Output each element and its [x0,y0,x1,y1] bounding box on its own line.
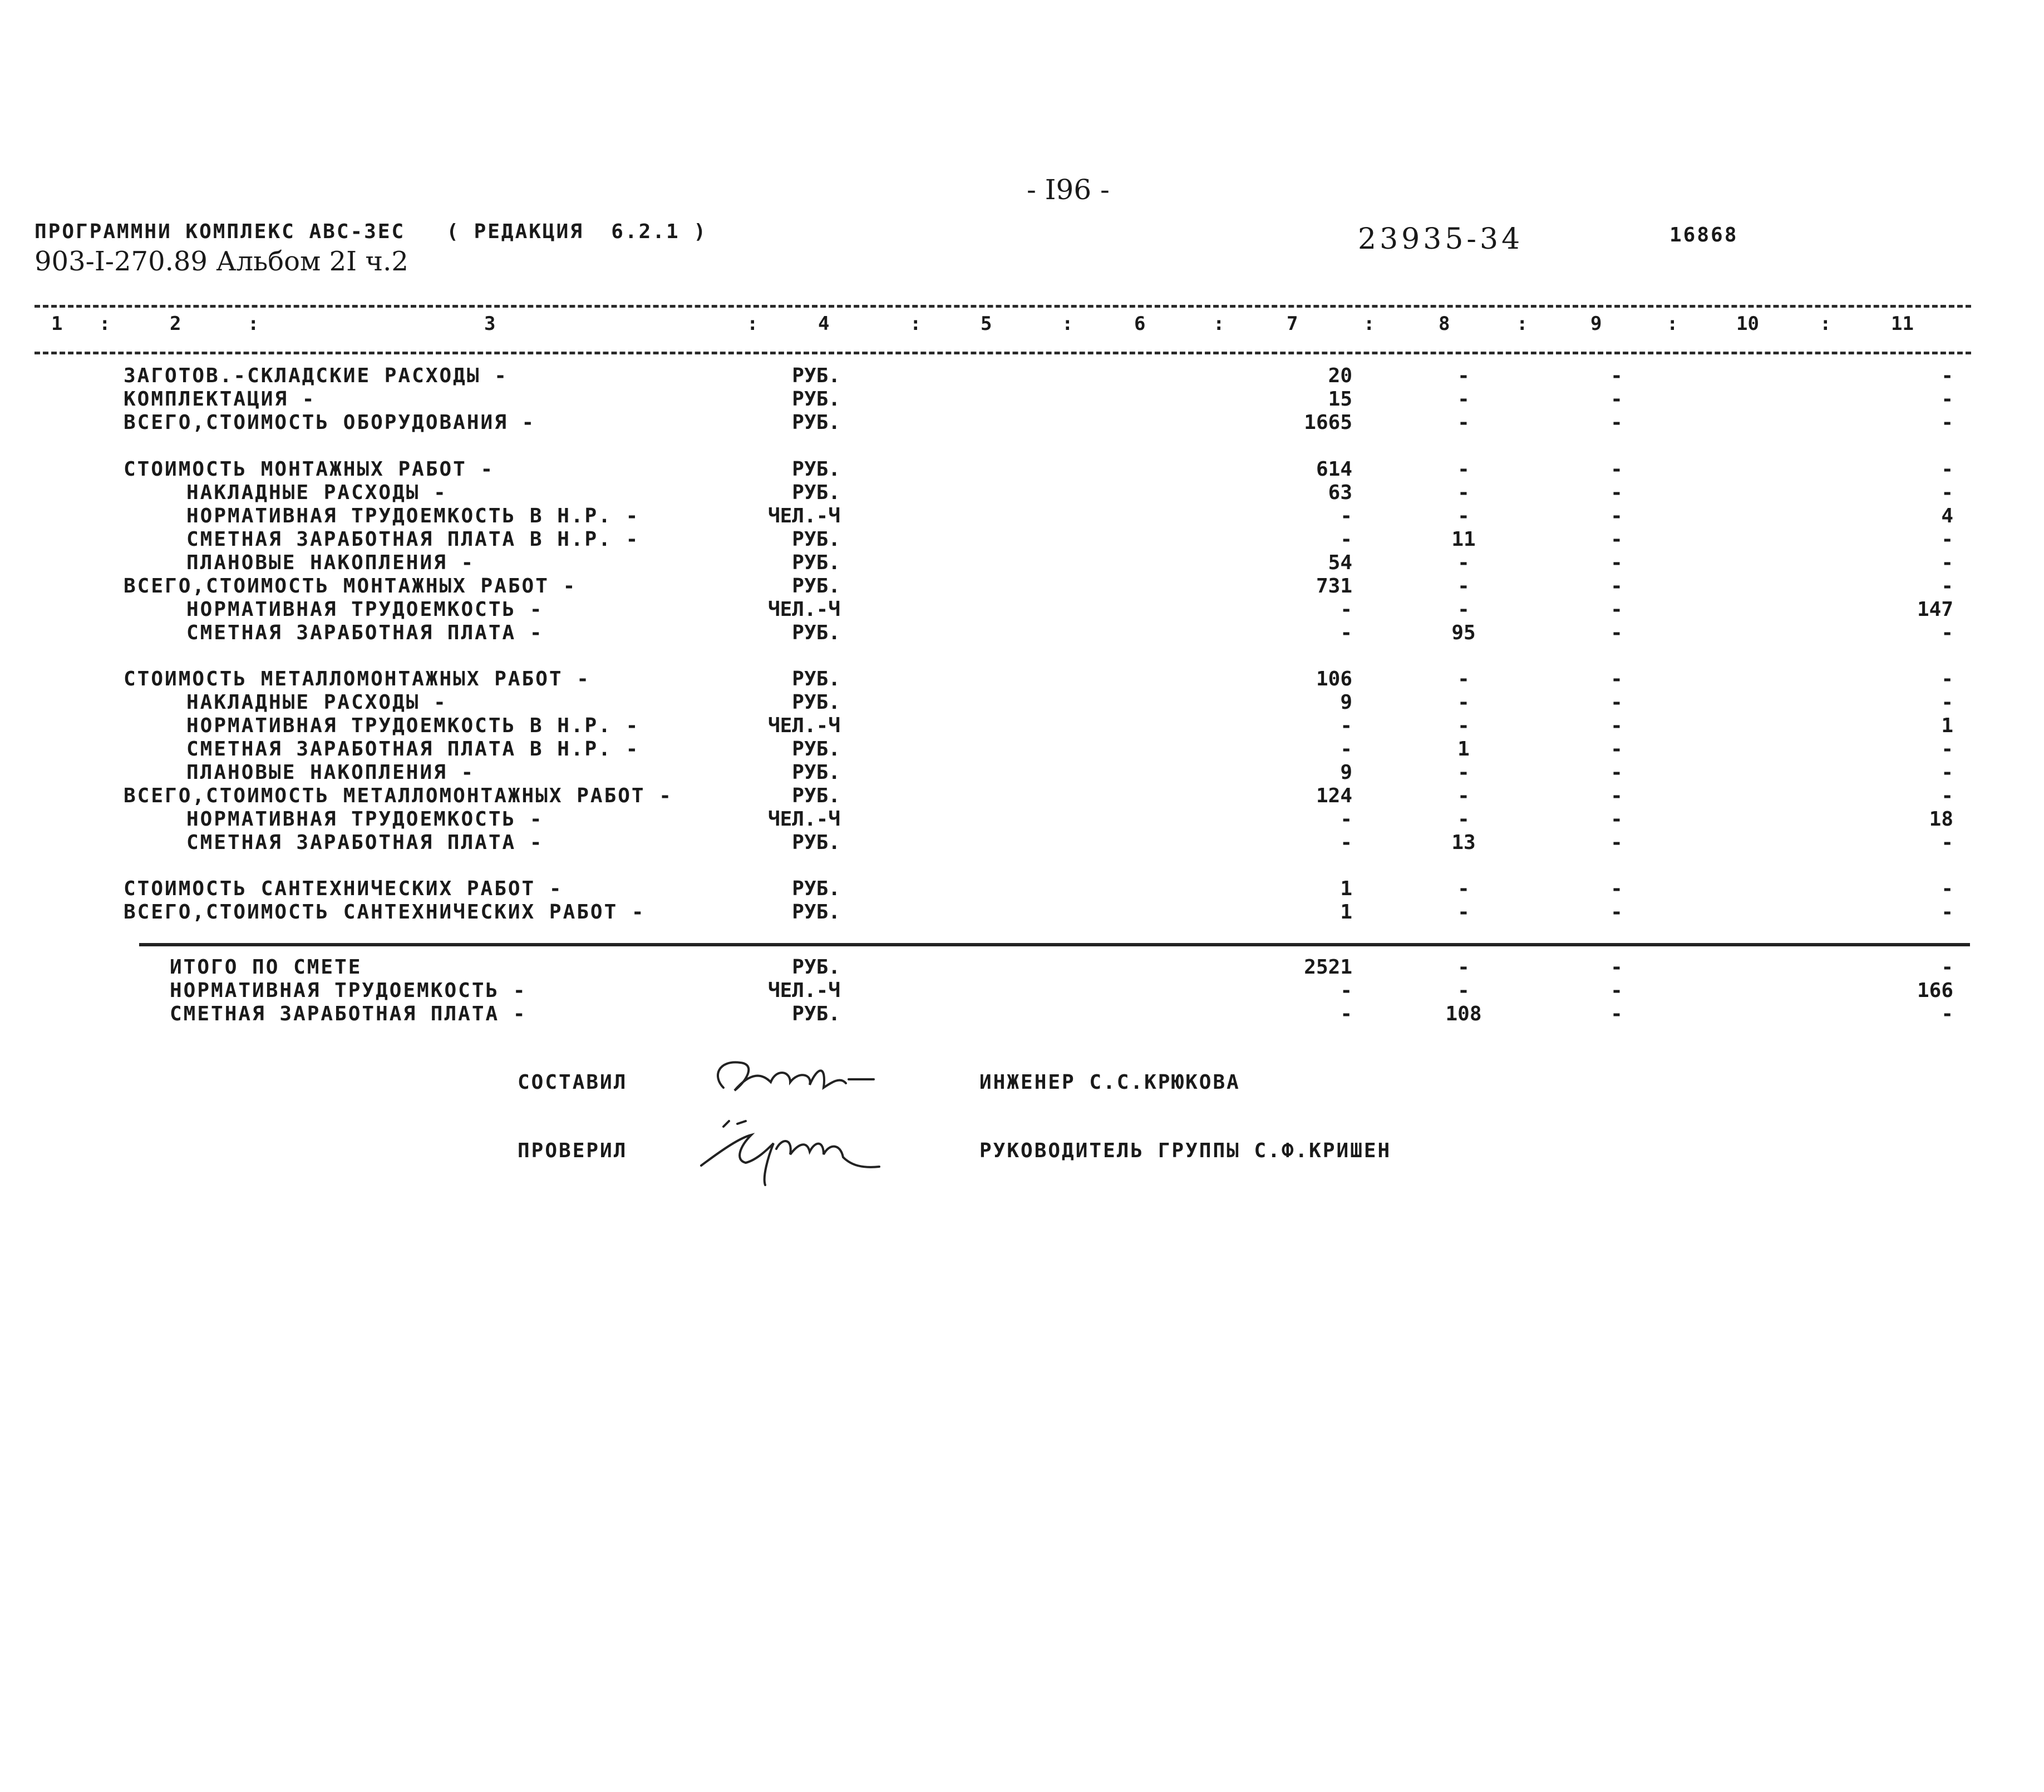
row-col9-value: - [1610,598,1623,621]
row-col8-value: 1 [1457,738,1470,761]
row-label: НОРМАТИВНАЯ ТРУДОЕМКОСТЬ - [186,808,544,831]
table-row [0,575,2044,598]
table-row [0,505,2044,528]
row-unit: РУБ. [792,784,840,807]
row-label: ВСЕГО,СТОИМОСТЬ ОБОРУДОВАНИЯ - [124,411,536,434]
table-row [0,621,2044,645]
row-unit: РУБ. [792,761,840,784]
table-row [0,979,2044,1003]
row-label: НАКЛАДНЫЕ РАСХОДЫ - [186,481,447,504]
row-unit: РУБ. [792,575,840,598]
row-unit: РУБ. [792,388,840,411]
row-label: СТОИМОСТЬ МОНТАЖНЫХ РАБОТ - [124,458,495,481]
row-unit: ЧЕЛ.-Ч [767,598,840,621]
row-label: ВСЕГО,СТОИМОСТЬ МЕТАЛЛОМОНТАЖНЫХ РАБОТ - [124,784,673,807]
row-unit: РУБ. [792,901,840,924]
row-col11-value: - [1941,411,1953,434]
row-col8-value: - [1457,784,1470,807]
row-col7-value: - [1340,598,1352,621]
col-header-11: 11 [1891,313,1914,335]
row-col9-value: - [1610,575,1623,598]
table-row [0,411,2044,435]
header-bottom-line [35,352,1971,354]
row-unit: РУБ. [792,691,840,714]
compiled-by: ИНЖЕНЕР С.С.КРЮКОВА [979,1071,1240,1094]
row-col11-value: 147 [1917,598,1953,621]
row-col7-value: 1 [1340,877,1352,900]
row-col9-value: - [1610,458,1623,481]
row-col9-value: - [1610,979,1623,1002]
checked-signature [690,1104,890,1188]
row-col7-value: - [1340,831,1352,854]
col-header-9: 9 [1590,313,1602,335]
row-col11-value: - [1941,551,1953,574]
row-col8-value: - [1457,458,1470,481]
row-label: НОРМАТИВНАЯ ТРУДОЕМКОСТЬ В Н.Р. - [186,714,640,737]
col-sep: : [248,313,259,335]
row-col8-value: 108 [1445,1003,1482,1025]
col-sep: : [1516,313,1528,335]
col-header-1: 1 [51,313,63,335]
row-col8-value: - [1457,956,1470,979]
row-unit: ЧЕЛ.-Ч [767,505,840,527]
row-label: СТОИМОСТЬ МЕТАЛЛОМОНТАЖНЫХ РАБОТ - [124,668,590,690]
row-col11-value: - [1941,738,1953,761]
row-label: СМЕТНАЯ ЗАРАБОТНАЯ ПЛАТА В Н.Р. - [186,738,640,761]
row-col11-value: 4 [1941,505,1953,527]
row-col7-value: 614 [1316,458,1352,481]
col-sep: : [1062,313,1073,335]
row-col9-value: - [1610,1003,1623,1025]
table-row [0,761,2044,784]
row-col7-value: 1 [1340,901,1352,924]
row-col11-value: - [1941,388,1953,411]
col-header-10: 10 [1736,313,1759,335]
row-col8-value: - [1457,877,1470,900]
table-row [0,691,2044,714]
col-sep: : [747,313,759,335]
row-col7-value: 106 [1316,668,1352,690]
row-col11-value: - [1941,761,1953,784]
table-row [0,808,2044,831]
row-col7-value: - [1340,738,1352,761]
row-col7-value: 9 [1340,691,1352,714]
row-label: СМЕТНАЯ ЗАРАБОТНАЯ ПЛАТА - [186,621,544,644]
album-code: 903-I-270.89 Альбом 2I ч.2 [35,246,408,277]
row-label: ПЛАНОВЫЕ НАКОПЛЕНИЯ - [186,551,475,574]
table-row [0,458,2044,481]
col-header-8: 8 [1439,313,1450,335]
checked-label: ПРОВЕРИЛ [518,1139,628,1162]
row-col7-value: 9 [1340,761,1352,784]
row-unit: РУБ. [792,621,840,644]
row-col9-value: - [1610,808,1623,831]
row-col8-value: 95 [1451,621,1476,644]
row-unit: ЧЕЛ.-Ч [767,714,840,737]
row-col8-value: 11 [1451,528,1476,551]
row-unit: РУБ. [792,877,840,900]
document-number: 16868 [1669,224,1738,246]
row-label: НОРМАТИВНАЯ ТРУДОЕМКОСТЬ - [170,979,527,1002]
checked-by: РУКОВОДИТЕЛЬ ГРУППЫ С.Ф.КРИШЕН [979,1139,1392,1162]
row-col11-value: - [1941,621,1953,644]
row-col9-value: - [1610,956,1623,979]
table-row [0,714,2044,738]
table-row [0,598,2044,621]
totals-separator [139,943,1970,946]
row-label: СМЕТНАЯ ЗАРАБОТНАЯ ПЛАТА - [186,831,544,854]
row-col11-value: - [1941,668,1953,690]
row-col8-value: - [1457,411,1470,434]
row-col9-value: - [1610,668,1623,690]
row-unit: РУБ. [792,481,840,504]
row-col7-value: 63 [1328,481,1352,504]
row-col11-value: 1 [1941,714,1953,737]
row-col11-value: 166 [1917,979,1953,1002]
row-col7-value: - [1340,979,1352,1002]
row-col9-value: - [1610,364,1623,387]
program-header: ПРОГРАММНИ КОМПЛЕКС АВС-3ЕС ( РЕДАКЦИЯ 6.2.1 ) [35,220,708,243]
table-row [0,738,2044,761]
row-unit: РУБ. [792,458,840,481]
row-col8-value: - [1457,761,1470,784]
row-label: ВСЕГО,СТОИМОСТЬ МОНТАЖНЫХ РАБОТ - [124,575,577,598]
table-row [0,877,2044,901]
document-code: 23935-34 [1358,223,1524,256]
row-col7-value: - [1340,808,1352,831]
row-col7-value: 2521 [1304,956,1352,979]
row-col8-value: - [1457,551,1470,574]
row-col9-value: - [1610,901,1623,924]
table-row [0,831,2044,855]
table-row [0,1003,2044,1026]
row-col7-value: - [1340,714,1352,737]
row-unit: РУБ. [792,831,840,854]
row-label: КОМПЛЕКТАЦИЯ - [124,388,316,411]
row-col9-value: - [1610,528,1623,551]
row-col8-value: - [1457,505,1470,527]
table-row [0,901,2044,924]
row-col11-value: - [1941,877,1953,900]
row-col7-value: 15 [1328,388,1352,411]
row-col11-value: - [1941,481,1953,504]
row-col8-value: - [1457,598,1470,621]
row-col9-value: - [1610,505,1623,527]
row-col7-value: 124 [1316,784,1352,807]
row-col7-value: - [1340,1003,1352,1025]
row-label: ИТОГО ПО СМЕТЕ [170,956,362,979]
row-col11-value: 18 [1929,808,1953,831]
row-col9-value: - [1610,784,1623,807]
row-col7-value: - [1340,621,1352,644]
row-col11-value: - [1941,784,1953,807]
table-row [0,668,2044,691]
row-col7-value: - [1340,528,1352,551]
row-col9-value: - [1610,714,1623,737]
row-col9-value: - [1610,761,1623,784]
table-row [0,481,2044,505]
row-col9-value: - [1610,877,1623,900]
row-label: ВСЕГО,СТОИМОСТЬ САНТЕХНИЧЕСКИХ РАБОТ - [124,901,646,924]
row-unit: РУБ. [792,1003,840,1025]
row-col9-value: - [1610,551,1623,574]
compiled-label: СОСТАВИЛ [518,1071,628,1094]
row-unit: РУБ. [792,738,840,761]
row-col11-value: - [1941,956,1953,979]
row-label: НОРМАТИВНАЯ ТРУДОЕМКОСТЬ - [186,598,544,621]
table-row [0,956,2044,979]
header-top-line [35,305,1971,308]
row-col11-value: - [1941,1003,1953,1025]
row-label: СМЕТНАЯ ЗАРАБОТНАЯ ПЛАТА - [170,1003,527,1025]
row-unit: ЧЕЛ.-Ч [767,979,840,1002]
row-col9-value: - [1610,691,1623,714]
col-header-4: 4 [818,313,830,335]
col-header-7: 7 [1287,313,1298,335]
row-col11-value: - [1941,364,1953,387]
row-col11-value: - [1941,901,1953,924]
row-label: СМЕТНАЯ ЗАРАБОТНАЯ ПЛАТА В Н.Р. - [186,528,640,551]
table-row [0,528,2044,551]
row-unit: ЧЕЛ.-Ч [767,808,840,831]
col-sep: : [99,313,111,335]
row-col8-value: - [1457,979,1470,1002]
row-label: ЗАГОТОВ.-СКЛАДСКИЕ РАСХОДЫ - [124,364,508,387]
row-col7-value: - [1340,505,1352,527]
col-sep: : [910,313,922,335]
col-header-3: 3 [484,313,496,335]
row-col11-value: - [1941,528,1953,551]
row-unit: РУБ. [792,364,840,387]
table-row [0,551,2044,575]
row-col8-value: - [1457,388,1470,411]
row-label: НОРМАТИВНАЯ ТРУДОЕМКОСТЬ В Н.Р. - [186,505,640,527]
page-number: - I96 - [1027,174,1110,206]
table-row [0,388,2044,411]
col-sep: : [1820,313,1831,335]
row-col9-value: - [1610,621,1623,644]
col-sep: : [1667,313,1678,335]
row-col7-value: 731 [1316,575,1352,598]
row-col11-value: - [1941,458,1953,481]
row-col8-value: - [1457,808,1470,831]
row-col9-value: - [1610,411,1623,434]
row-col8-value: - [1457,714,1470,737]
row-col8-value: - [1457,691,1470,714]
row-unit: РУБ. [792,668,840,690]
row-unit: РУБ. [792,528,840,551]
row-col11-value: - [1941,831,1953,854]
col-sep: : [1213,313,1225,335]
row-col8-value: - [1457,364,1470,387]
row-label: НАКЛАДНЫЕ РАСХОДЫ - [186,691,447,714]
row-col8-value: 13 [1451,831,1476,854]
table-row [0,364,2044,388]
row-col7-value: 1665 [1304,411,1352,434]
row-unit: РУБ. [792,551,840,574]
row-col8-value: - [1457,668,1470,690]
row-col7-value: 20 [1328,364,1352,387]
compiled-signature [707,1049,885,1110]
row-col11-value: - [1941,575,1953,598]
col-header-2: 2 [170,313,181,335]
col-header-6: 6 [1134,313,1146,335]
row-unit: РУБ. [792,956,840,979]
row-col9-value: - [1610,481,1623,504]
col-sep: : [1363,313,1375,335]
row-col7-value: 54 [1328,551,1352,574]
col-header-5: 5 [981,313,992,335]
row-unit: РУБ. [792,411,840,434]
row-col8-value: - [1457,481,1470,504]
row-label: ПЛАНОВЫЕ НАКОПЛЕНИЯ - [186,761,475,784]
row-col11-value: - [1941,691,1953,714]
row-col9-value: - [1610,738,1623,761]
table-row [0,784,2044,808]
row-col9-value: - [1610,388,1623,411]
row-col8-value: - [1457,575,1470,598]
row-label: СТОИМОСТЬ САНТЕХНИЧЕСКИХ РАБОТ - [124,877,563,900]
row-col9-value: - [1610,831,1623,854]
row-col8-value: - [1457,901,1470,924]
